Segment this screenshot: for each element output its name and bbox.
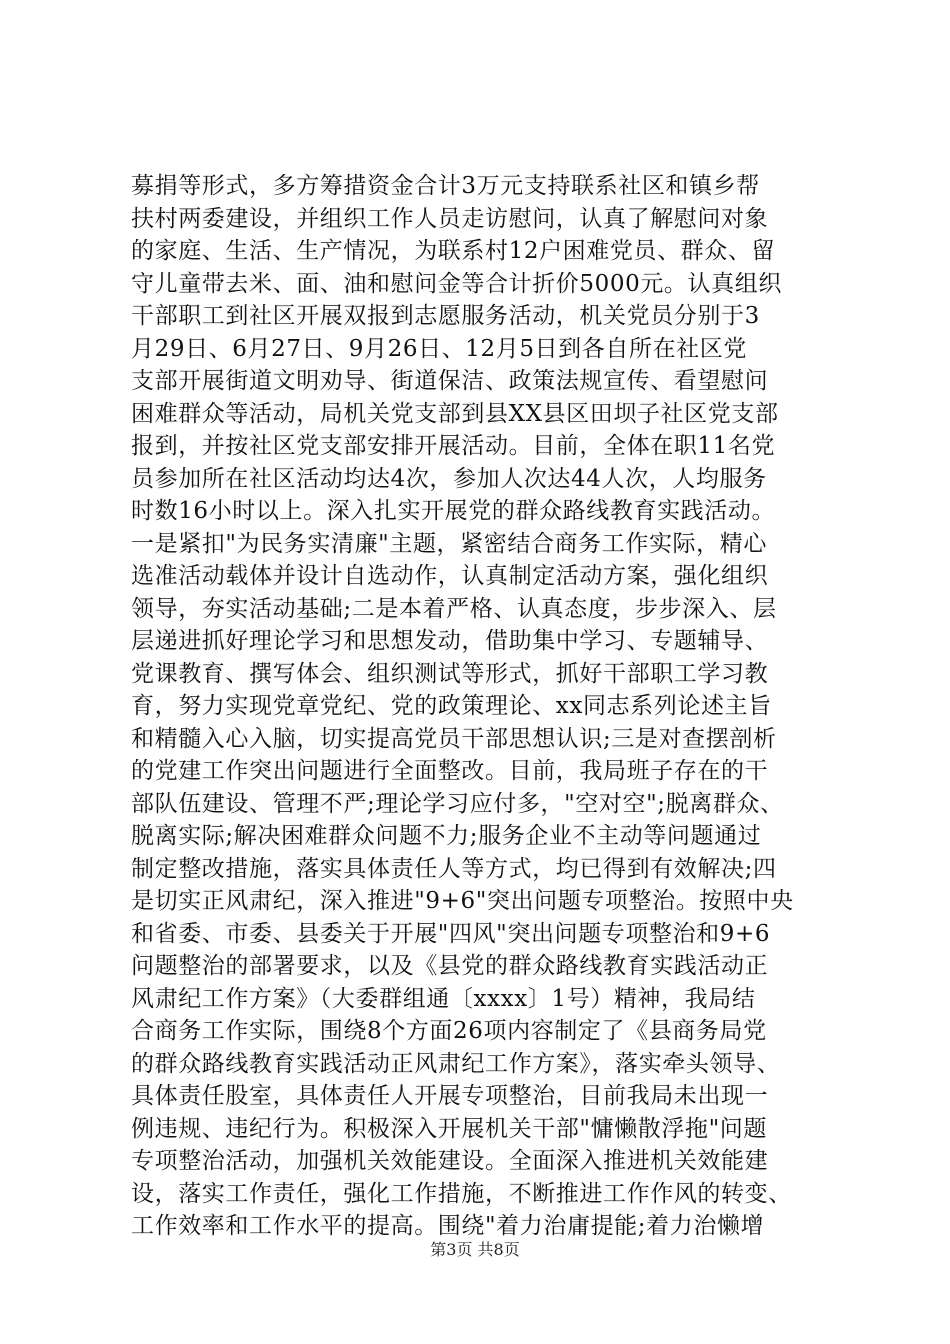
text-line: 守儿童带去米、面、油和慰问金等合计折价5000元。认真组织 — [131, 270, 782, 297]
text-line: 育，努力实现党章党纪、党的政策理论、xx同志系列论述主旨 — [131, 693, 772, 719]
text-line: 的家庭、生活、生产情况，为联系村12户困难党员、群众、留 — [131, 238, 776, 264]
text-line: 问题整治的部署要求，以及《县党的群众路线教育实践活动正 — [131, 953, 769, 979]
text-line: 的群众路线教育实践活动正风肃纪工作方案》，落实牵头领导、 — [131, 1050, 781, 1077]
text-line: 具体责任股室，具体责任人开展专项整治，目前我局未出现一 — [131, 1083, 769, 1109]
text-line: 和省委、市委、县委关于开展"四风"突出问题专项整治和9+6 — [131, 920, 771, 947]
text-line: 和精髓入心入脑，切实提高党员干部思想认识;三是对查摆剖析 — [131, 725, 777, 752]
text-line: 选准活动载体并设计自选动作，认真制定活动方案，强化组织 — [131, 563, 769, 589]
text-line: 员参加所在社区活动均达4次，参加人次达44人次，人均服务 — [131, 465, 767, 492]
text-line: 层递进抓好理论学习和思想发动，借助集中学习、专题辅导、 — [131, 628, 769, 654]
text-line: 支部开展街道文明劝导、街道保洁、政策法规宣传、看望慰问 — [131, 368, 769, 394]
text-line: 月29日、6月27日、9月26日、12月5日到各自所在社区党 — [131, 335, 747, 362]
text-line: 专项整治活动，加强机关效能建设。全面深入推进机关效能建 — [131, 1148, 769, 1174]
text-line: 的党建工作突出问题进行全面整改。目前，我局班子存在的干 — [131, 758, 769, 784]
text-line: 例违规、违纪行为。积极深入开展机关干部"慵懒散浮拖"问题 — [131, 1115, 767, 1142]
text-line: 募捐等形式，多方筹措资金合计3万元支持联系社区和镇乡帮 — [131, 173, 760, 199]
text-line: 扶村两委建设，并组织工作人员走访慰问，认真了解慰问对象 — [131, 205, 769, 232]
text-line: 脱离实际;解决困难群众问题不力;服务企业不主动等问题通过 — [131, 823, 762, 849]
text-line: 是切实正风肃纪，深入推进"9+6"突出问题专项整治。按照中央 — [131, 888, 794, 914]
text-line: 时数16小时以上。深入扎实开展党的群众路线教育实践活动。 — [131, 498, 776, 524]
text-line: 制定整改措施，落实具体责任人等方式，均已得到有效解决;四 — [131, 855, 777, 882]
text-line: 合商务工作实际，围绕8个方面26项内容制定了《县商务局党 — [131, 1018, 767, 1044]
page-number-footer: 第3页 共8页 — [430, 1240, 520, 1259]
text-line: 设，落实工作责任，强化工作措施，不断推进工作作风的转变、 — [131, 1180, 792, 1207]
text-line: 部队伍建设、管理不严;理论学习应付多，"空对空";脱离群众、 — [131, 790, 784, 817]
text-line: 工作效率和工作水平的提高。围绕"着力治庸提能;着力治懒增 — [131, 1213, 765, 1239]
body-text — [131, 170, 831, 1243]
text-line: 困难群众等活动，局机关党支部到县XX县区田坝子社区党支部 — [131, 400, 779, 427]
text-line: 报到，并按社区党支部安排开展活动。目前，全体在职11名党 — [131, 433, 776, 459]
text-line: 党课教育、撰写体会、组织测试等形式，抓好干部职工学习教 — [131, 660, 769, 687]
text-line: 一是紧扣"为民务实清廉"主题，紧密结合商务工作实际，精心 — [131, 530, 767, 557]
text-line: 领导，夯实活动基础;二是本着严格、认真态度，步步深入、层 — [131, 595, 777, 622]
text-line: 风肃纪工作方案》（大委群组通〔xxxx〕1号）精神，我局结 — [131, 985, 756, 1012]
text-line: 干部职工到社区开展双报到志愿服务活动，机关党员分别于3 — [131, 303, 760, 329]
